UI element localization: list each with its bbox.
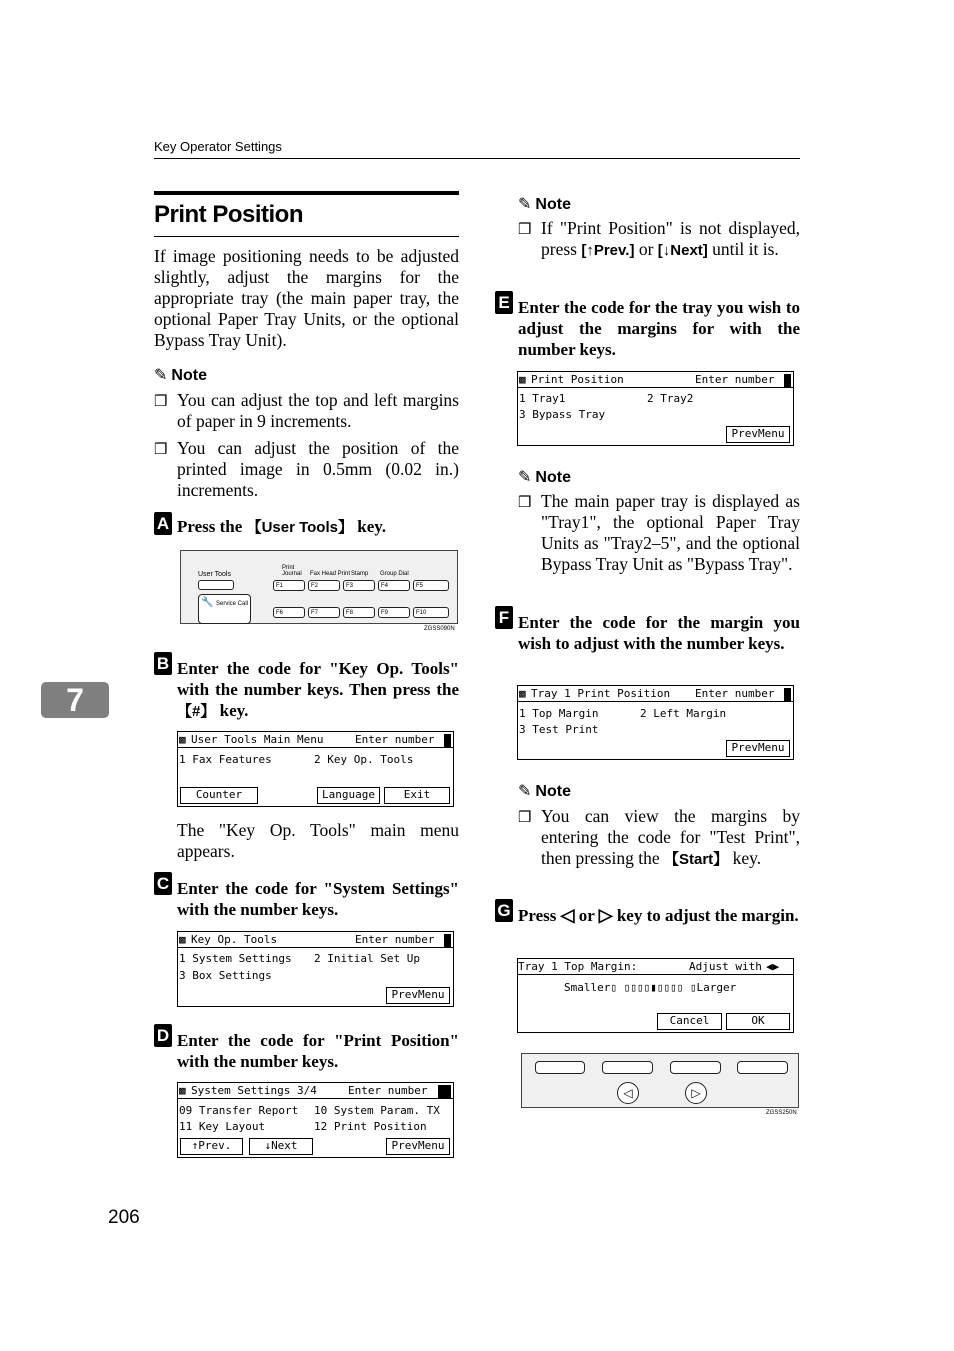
margin-scale: Smaller▯ ▯▯▯▯▮▯▯▯▯ ▯Larger: [564, 981, 737, 994]
next-button[interactable]: ↓Next: [249, 1138, 313, 1155]
step-number-5: E: [495, 291, 513, 314]
lcd-tray1-print-position: ▩ Tray 1 Print Position Enter number 1 Top Margin 2 Left Margin 3 Test Print PrevMenu: [517, 685, 794, 760]
pencil-icon: ✎: [154, 367, 168, 384]
prev-menu-button[interactable]: PrevMenu: [726, 426, 790, 443]
prev-menu-button[interactable]: PrevMenu: [726, 740, 790, 757]
language-button[interactable]: Language: [317, 787, 380, 804]
lcd-system-settings: ▩ System Settings 3/4 Enter number 09 Transfer Report 10 System Param. TX 11 Key Layout 12 Print Position ↑Prev. ↓Next PrevMenu: [177, 1082, 454, 1158]
operation-panel-illustration: User Tools 🔧 Service Call Print Journal Fax Head Print Stamp Group Dial F1 F2 F3 F4 F5 F6 F7 F8 F9 F10: [180, 550, 458, 624]
note-block-1: ✎ Note: [154, 367, 207, 384]
cursor-block: [444, 934, 451, 947]
service-call-key: 🔧 Service Call: [198, 594, 251, 624]
step-number-7: G: [495, 899, 513, 922]
arrow-down-icon: ↓: [264, 1139, 272, 1152]
header-rule: [154, 158, 800, 159]
step6-text: Enter the code for the margin you wish to adjust with the number keys.: [518, 613, 800, 653]
checkbox-bullet-icon: ❒: [154, 394, 168, 410]
figure-code: ZGSS250N: [766, 1110, 797, 1116]
step4-text: Enter the code for "Print Position" with the number keys.: [177, 1031, 459, 1071]
exit-button[interactable]: Exit: [384, 787, 450, 804]
scale-left-icon: ▯: [610, 981, 617, 994]
right-arrow-key-icon: ▷: [598, 905, 613, 925]
step5-text: Enter the code for the tray you wish to adjust the margins for with the number keys.: [518, 298, 800, 359]
note1-item-2: You can adjust the position of the printed image in 0.5mm (0.02 in.) increments.: [177, 438, 459, 500]
panel-key: [535, 1061, 585, 1074]
note-block-2: ✎ Note: [518, 196, 571, 213]
cancel-button[interactable]: Cancel: [657, 1013, 722, 1030]
lcd-key-op-tools: ▩ Key Op. Tools Enter number 1 System Settings 2 Initial Set Up 3 Box Settings PrevMenu: [177, 931, 454, 1007]
ok-button[interactable]: OK: [726, 1013, 790, 1030]
step-number-6: F: [495, 606, 513, 629]
running-header: Key Operator Settings: [154, 139, 282, 154]
figure-code: ZGSS090N: [424, 626, 455, 632]
user-tools-key: [198, 580, 234, 590]
prev-menu-button[interactable]: PrevMenu: [386, 1138, 450, 1155]
prev-button[interactable]: ↑Prev.: [180, 1138, 243, 1155]
lcd-user-tools-main-menu: ▩ User Tools Main Menu Enter number 1 Fax Features 2 Key Op. Tools Counter Language Exit: [177, 731, 454, 807]
screen-icon: ▩: [179, 933, 186, 946]
note2-text: If "Print Position" is not displayed, press [↑Prev.] or [↓Next] until it is.: [541, 218, 800, 259]
counter-button[interactable]: Counter: [180, 787, 258, 804]
step2-result: The "Key Op. Tools" main menu appears.: [177, 820, 459, 861]
scale-right-icon: ▯: [689, 981, 697, 994]
lcd-top-margin-adjust: Tray 1 Top Margin: Adjust with ◀▶ Smaller▯ ▯▯▯▯▮▯▯▯▯ ▯Larger Cancel OK: [517, 958, 794, 1033]
lcd-print-position: ▩ Print Position Enter number 1 Tray1 2 Tray2 3 Bypass Tray PrevMenu: [517, 371, 794, 446]
panel-key: [670, 1061, 721, 1074]
arrow-down-icon: ↓: [662, 242, 671, 259]
note1-item-1: You can adjust the top and left margins of paper in 9 increments.: [177, 390, 459, 431]
pencil-icon: ✎: [518, 783, 532, 800]
step2-text: Enter the code for "Key Op. Tools" with the number keys. Then press the 【#】 key.: [177, 659, 459, 720]
screen-icon: ▩: [179, 733, 186, 746]
step-number-4: D: [154, 1024, 172, 1047]
step-number-2: B: [154, 652, 172, 675]
panel-key: [737, 1061, 788, 1074]
step1-text: Press the 【User Tools】 key.: [177, 517, 387, 536]
screen-icon: ▩: [519, 687, 526, 700]
cursor-block: [784, 374, 791, 387]
prev-menu-button[interactable]: PrevMenu: [386, 987, 450, 1004]
step7-text: Press ◁ or ▷ key to adjust the margin.: [518, 905, 799, 925]
scale-bar: ▯▯▯▯▮▯▯▯▯: [623, 981, 684, 994]
note-block-3: ✎ Note: [518, 469, 571, 486]
pencil-icon: ✎: [518, 196, 532, 213]
cursor-block: [444, 734, 451, 747]
checkbox-bullet-icon: ❒: [518, 222, 532, 238]
screen-icon: ▩: [519, 373, 526, 386]
checkbox-bullet-icon: ❒: [518, 495, 532, 511]
wrench-icon: 🔧: [201, 597, 214, 608]
arrow-up-icon: ↑: [586, 242, 594, 259]
chapter-tab: 7: [41, 682, 109, 718]
checkbox-bullet-icon: ❒: [518, 810, 532, 826]
right-arrow-key-icon: ▷: [685, 1082, 707, 1104]
cursor-block: [784, 688, 791, 701]
operation-panel-arrows-illustration: [521, 1053, 799, 1108]
section-top-rule: [154, 191, 459, 195]
intro-paragraph: If image positioning needs to be adjusted slightly, adjust the margins for the appropriate tray (the main paper tray, the optional Paper Tray Units, or the optional Bypass Tray Unit).: [154, 246, 459, 350]
note3-text: The main paper tray is displayed as "Tray1", the optional Paper Tray Units as "Tray2–5", and the optional Bypass Tray Unit as "Bypass Tray".: [541, 491, 800, 574]
section-bottom-rule: [154, 236, 459, 237]
note4-text: You can view the margins by entering the code for "Test Print", then pressing the 【Start】 key.: [541, 806, 800, 868]
cursor-block: [438, 1085, 451, 1098]
step-number-3: C: [154, 872, 172, 895]
left-right-arrow-icon: ◀▶: [766, 960, 780, 973]
step-number-1: A: [154, 512, 172, 535]
section-title: Print Position: [154, 201, 303, 228]
note-block-4: ✎ Note: [518, 783, 571, 800]
screen-icon: ▩: [179, 1084, 186, 1097]
panel-key: [602, 1061, 653, 1074]
page-number: 206: [108, 1207, 140, 1228]
pencil-icon: ✎: [518, 469, 532, 486]
user-tools-key-label: 【User Tools】: [246, 519, 353, 536]
step3-text: Enter the code for "System Settings" with the number keys.: [177, 879, 459, 919]
left-arrow-key-icon: ◁: [560, 905, 575, 925]
checkbox-bullet-icon: ❒: [154, 442, 168, 458]
arrow-up-icon: ↑: [191, 1139, 199, 1152]
left-arrow-key-icon: ◁: [617, 1082, 639, 1104]
